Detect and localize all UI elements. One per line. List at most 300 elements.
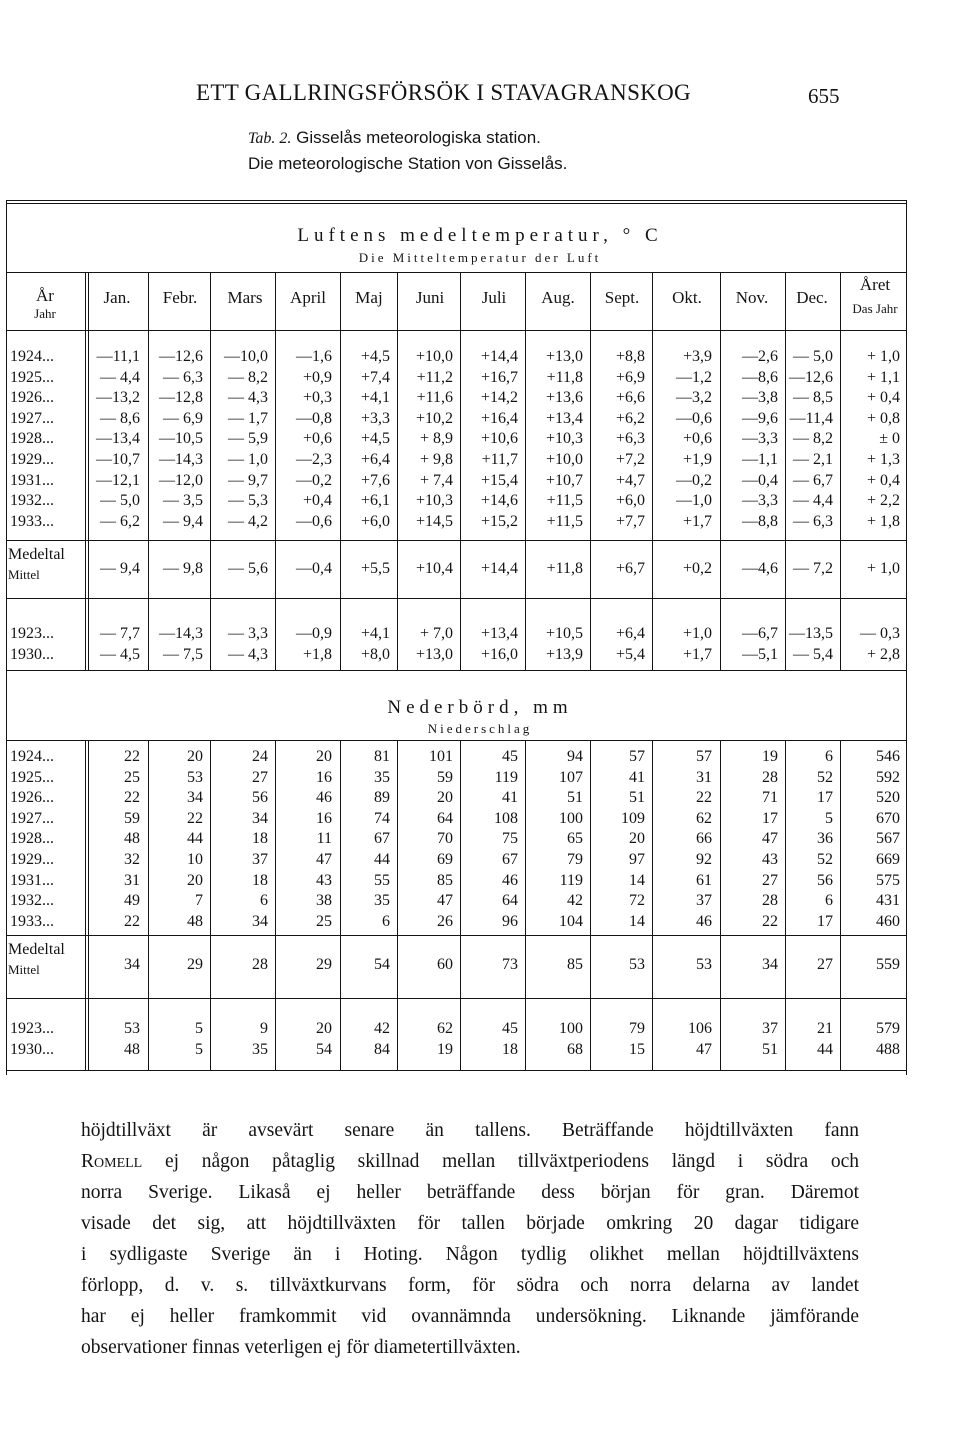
table-cell: 79 bbox=[567, 851, 583, 868]
mean-cell: +10,4 bbox=[415, 560, 453, 577]
month-header-8: Sept. bbox=[604, 288, 640, 307]
table-cell: 34 bbox=[252, 912, 268, 930]
mean-cell: —0,4 bbox=[296, 560, 332, 577]
precip-mean-cell: 53 bbox=[696, 956, 712, 973]
table-cell: 22 bbox=[762, 912, 778, 930]
col-divider bbox=[275, 540, 276, 598]
mean-cell: — 9,4 bbox=[100, 560, 140, 577]
table-cell: —14,3 bbox=[159, 451, 203, 468]
table-cell: 47 bbox=[762, 830, 778, 848]
table-cell: 17 bbox=[762, 809, 778, 827]
table-cell: +8,0 bbox=[360, 645, 390, 663]
col-divider bbox=[720, 998, 721, 1070]
table-cell: —1,6 bbox=[296, 348, 332, 365]
col-divider bbox=[148, 998, 149, 1070]
table-cell: + 7,0 bbox=[419, 625, 453, 642]
precip-mean-cell: 27 bbox=[817, 956, 833, 973]
author-name: Romell bbox=[81, 1151, 143, 1172]
table-cell: 6 bbox=[382, 912, 390, 930]
table-cell: 20 bbox=[316, 748, 332, 765]
table-cell: + 1,0 bbox=[866, 348, 900, 365]
precip-mean-cell: 54 bbox=[374, 956, 390, 973]
table-cell: 119 bbox=[559, 871, 583, 889]
table-cell: 20 bbox=[187, 748, 203, 765]
table-number: Tab. 2. bbox=[248, 130, 292, 147]
col-divider bbox=[840, 998, 841, 1070]
table-cell: —0,2 bbox=[676, 471, 712, 489]
table-cell: 520 bbox=[876, 789, 900, 807]
col-divider-year-2 bbox=[88, 935, 89, 998]
table-cell: 75 bbox=[502, 830, 518, 848]
table-cell: 37 bbox=[252, 851, 268, 868]
body-text-line: observationer finnas veterligen ej för diametertillväxten. bbox=[81, 1337, 521, 1358]
table-cell: 47 bbox=[696, 1040, 712, 1058]
table-cell: 45 bbox=[502, 1020, 518, 1037]
table-cell: 59 bbox=[124, 809, 140, 827]
col-divider bbox=[148, 740, 149, 935]
mean-label-sv: Medeltal bbox=[8, 546, 65, 563]
table-cell: 81 bbox=[374, 748, 390, 765]
table-cell: +1,7 bbox=[682, 645, 712, 663]
table-cell: +1,8 bbox=[302, 645, 332, 663]
table-cell: 101 bbox=[429, 748, 453, 765]
col-divider-year-2 bbox=[88, 998, 89, 1070]
row-year-label: 1927... bbox=[10, 409, 54, 427]
col-divider bbox=[210, 935, 211, 998]
table-cell: +6,2 bbox=[615, 409, 645, 427]
table-cell: + 1,3 bbox=[866, 451, 900, 468]
table-cell: 36 bbox=[817, 830, 833, 848]
table-cell: 460 bbox=[876, 912, 900, 930]
table-cell: —11,1 bbox=[96, 348, 140, 365]
col-divider-year-2 bbox=[88, 598, 89, 670]
table-cell: 18 bbox=[252, 871, 268, 889]
table-cell: +0,4 bbox=[302, 492, 332, 510]
col-divider-year bbox=[85, 540, 86, 598]
col-divider-year-2 bbox=[88, 740, 89, 935]
month-header-9: Okt. bbox=[672, 288, 702, 307]
table-cell: 92 bbox=[696, 851, 712, 868]
row-year-label: 1925... bbox=[10, 368, 54, 386]
row-year-label: 1925... bbox=[10, 768, 54, 786]
table-cell: 16 bbox=[316, 768, 332, 786]
table-cell: — 6,3 bbox=[793, 512, 833, 530]
table-cell: 57 bbox=[629, 748, 645, 765]
table-cell: 96 bbox=[502, 912, 518, 930]
precipitation-top-rule bbox=[6, 740, 906, 741]
table-cell: — 5,9 bbox=[228, 430, 268, 448]
col-divider bbox=[590, 998, 591, 1070]
table-cell: 22 bbox=[124, 912, 140, 930]
table-cell: — 3,5 bbox=[163, 492, 203, 510]
table-cell: 68 bbox=[567, 1040, 583, 1058]
table-cell: 56 bbox=[817, 871, 833, 889]
mean-cell: —4,6 bbox=[742, 560, 778, 577]
table-cell: —0,8 bbox=[296, 409, 332, 427]
table-cell: 669 bbox=[876, 851, 900, 868]
table-cell: — 5,3 bbox=[228, 492, 268, 510]
table-cell: +15,2 bbox=[480, 512, 518, 530]
table-cell: —8,6 bbox=[742, 368, 778, 386]
table-cell: —10,5 bbox=[159, 430, 203, 448]
year-header-de: Jahr bbox=[34, 306, 56, 321]
table-cell: 488 bbox=[876, 1040, 900, 1058]
table-cell: +10,3 bbox=[545, 430, 583, 448]
table-cell: 47 bbox=[316, 851, 332, 868]
precip-mean-cell: 559 bbox=[876, 956, 900, 973]
table-cell: 106 bbox=[688, 1020, 712, 1037]
row-year-label: 1933... bbox=[10, 912, 54, 930]
annual-header: Året bbox=[859, 275, 891, 294]
table-cell: —13,5 bbox=[789, 625, 833, 642]
table-cell: +7,6 bbox=[360, 471, 390, 489]
row-year-label: 1931... bbox=[10, 471, 54, 489]
table-cell: —1,1 bbox=[742, 451, 778, 468]
table-cell: 28 bbox=[762, 768, 778, 786]
col-divider bbox=[148, 935, 149, 998]
col-divider bbox=[460, 740, 461, 935]
col-divider bbox=[785, 598, 786, 670]
precip-mean-cell: 73 bbox=[502, 956, 518, 973]
table-cell: 31 bbox=[124, 871, 140, 889]
row-year-label: 1932... bbox=[10, 492, 54, 510]
precip-mean-label bbox=[8, 940, 65, 980]
table-cell: 67 bbox=[374, 830, 390, 848]
col-divider bbox=[525, 740, 526, 935]
mean-cell: — 9,8 bbox=[163, 560, 203, 577]
table-cell: +7,2 bbox=[615, 451, 645, 468]
col-divider bbox=[720, 598, 721, 670]
mean-cell: — 5,6 bbox=[228, 560, 268, 577]
table-cell: — 6,9 bbox=[163, 409, 203, 427]
table-cell: ± 0 bbox=[879, 430, 900, 448]
month-header-6: Juli bbox=[481, 288, 507, 307]
table-cell: 22 bbox=[696, 789, 712, 807]
table-cell: — 4,3 bbox=[228, 389, 268, 407]
table-cell: 89 bbox=[374, 789, 390, 807]
table-cell: +10,0 bbox=[415, 348, 453, 365]
col-divider bbox=[397, 998, 398, 1070]
col-divider bbox=[397, 598, 398, 670]
col-divider bbox=[148, 540, 149, 598]
col-divider bbox=[460, 330, 461, 540]
table-cell: 59 bbox=[437, 768, 453, 786]
table-cell: 22 bbox=[124, 748, 140, 765]
precip-mean-cell: 34 bbox=[762, 956, 778, 973]
table-cell: 35 bbox=[374, 768, 390, 786]
col-divider bbox=[652, 598, 653, 670]
col-divider bbox=[720, 740, 721, 935]
table-cell: +10,0 bbox=[545, 451, 583, 468]
month-header-11: Dec. bbox=[796, 288, 828, 307]
mean-bottom-rule bbox=[6, 598, 906, 599]
table-cell: 18 bbox=[252, 830, 268, 848]
col-divider bbox=[652, 540, 653, 598]
table-cell: —3,3 bbox=[742, 430, 778, 448]
table-cell: +13,0 bbox=[545, 348, 583, 365]
table-cell: 67 bbox=[502, 851, 518, 868]
table-cell: 74 bbox=[374, 809, 390, 827]
table-cell: +10,2 bbox=[415, 409, 453, 427]
row-year-label: 1928... bbox=[10, 830, 54, 848]
table-cell: 84 bbox=[374, 1040, 390, 1058]
table-cell: 61 bbox=[696, 871, 712, 889]
table-cell: 107 bbox=[559, 768, 583, 786]
table-cell: 6 bbox=[260, 892, 268, 910]
table-cell: 6 bbox=[825, 748, 833, 765]
table-cell: 20 bbox=[437, 789, 453, 807]
col-divider bbox=[785, 935, 786, 998]
table-cell: —0,6 bbox=[296, 512, 332, 530]
table-cell: +6,0 bbox=[615, 492, 645, 510]
table-cell: —1,2 bbox=[676, 368, 712, 386]
table-cell: 546 bbox=[876, 748, 900, 765]
col-divider bbox=[720, 330, 721, 540]
table-cell: — 4,5 bbox=[100, 645, 140, 663]
col-divider bbox=[275, 740, 276, 935]
row-year-label: 1929... bbox=[10, 851, 54, 868]
row-year-label: 1924... bbox=[10, 348, 54, 365]
table-cell: 44 bbox=[817, 1040, 833, 1058]
table-cell: 43 bbox=[316, 871, 332, 889]
table-cell: +1,7 bbox=[682, 512, 712, 530]
table-cell: — 4,3 bbox=[228, 645, 268, 663]
table-cell: 94 bbox=[567, 748, 583, 765]
row-year-label: 1930... bbox=[10, 645, 54, 663]
mean-cell: +5,5 bbox=[360, 560, 390, 577]
col-divider bbox=[210, 330, 211, 540]
table-cell: + 0,8 bbox=[866, 409, 900, 427]
table-cell: +4,5 bbox=[360, 430, 390, 448]
month-header-1: Febr. bbox=[162, 288, 198, 307]
table-cell: — 0,3 bbox=[860, 625, 900, 642]
table-cell: 27 bbox=[762, 871, 778, 889]
table-cell: +0,3 bbox=[302, 389, 332, 407]
table-cell: + 1,8 bbox=[866, 512, 900, 530]
table-cell: — 5,0 bbox=[100, 492, 140, 510]
table-cell: +13,0 bbox=[415, 645, 453, 663]
table-cell: + 2,2 bbox=[866, 492, 900, 510]
row-year-label: 1923... bbox=[10, 625, 54, 642]
temperature-bottom-rule bbox=[6, 670, 906, 671]
table-cell: +11,7 bbox=[481, 451, 518, 468]
table-cell: 108 bbox=[494, 809, 518, 827]
temperature-title: Luftens medeltemperatur, ° C bbox=[297, 225, 663, 246]
month-header-5: Juni bbox=[415, 288, 445, 307]
table-cell: —11,4 bbox=[789, 409, 833, 427]
col-divider bbox=[397, 740, 398, 935]
col-divider bbox=[652, 998, 653, 1070]
table-cell: — 3,3 bbox=[228, 625, 268, 642]
table-cell: —0,9 bbox=[296, 625, 332, 642]
table-cell: +16,7 bbox=[480, 368, 518, 386]
table-cell: 28 bbox=[762, 892, 778, 910]
header-bottom-rule bbox=[6, 330, 906, 331]
table-cell: —3,3 bbox=[742, 492, 778, 510]
table-cell: —8,8 bbox=[742, 512, 778, 530]
row-year-label: 1931... bbox=[10, 871, 54, 889]
table-cell: 64 bbox=[437, 809, 453, 827]
row-year-label: 1924... bbox=[10, 748, 54, 765]
table-cell: — 6,3 bbox=[163, 368, 203, 386]
caption-text-de: Die meteorologische Station von Gisselås. bbox=[248, 154, 568, 173]
table-cell: 100 bbox=[559, 1020, 583, 1037]
table-cell: 670 bbox=[876, 809, 900, 827]
table-cell: 575 bbox=[876, 871, 900, 889]
col-divider bbox=[397, 330, 398, 540]
table-cell: —0,6 bbox=[676, 409, 712, 427]
table-cell: +0,6 bbox=[682, 430, 712, 448]
table-cell: — 5,4 bbox=[793, 645, 833, 663]
table-cell: — 1,0 bbox=[228, 451, 268, 468]
precip-mean-top-rule bbox=[6, 935, 906, 936]
col-divider bbox=[460, 540, 461, 598]
row-year-label: 1928... bbox=[10, 430, 54, 448]
body-text-line: i sydligaste Sverige än i Hoting. Någon tydlig olikhet mellan höjdtillväxtens bbox=[81, 1244, 859, 1265]
table-cell: 62 bbox=[437, 1020, 453, 1037]
table-cell: —14,3 bbox=[159, 625, 203, 642]
table-cell: +13,4 bbox=[545, 409, 583, 427]
table-cell: +6,3 bbox=[615, 430, 645, 448]
table-cell: 15 bbox=[629, 1040, 645, 1058]
col-divider bbox=[210, 740, 211, 935]
table-cell: 85 bbox=[437, 871, 453, 889]
col-divider bbox=[340, 598, 341, 670]
table-cell: +1,9 bbox=[682, 451, 712, 468]
col-divider bbox=[340, 935, 341, 998]
table-cell: +6,6 bbox=[615, 389, 645, 407]
precip-mean-bottom-rule bbox=[6, 998, 906, 999]
col-divider bbox=[652, 935, 653, 998]
table-cell: +7,7 bbox=[615, 512, 645, 530]
col-divider bbox=[397, 935, 398, 998]
col-divider bbox=[210, 598, 211, 670]
col-divider bbox=[525, 540, 526, 598]
table-cell: 34 bbox=[187, 789, 203, 807]
table-cell: —6,7 bbox=[742, 625, 778, 642]
precip-mean-cell: 34 bbox=[124, 956, 140, 973]
table-cell: +6,4 bbox=[615, 625, 645, 642]
mean-cell: + 1,0 bbox=[866, 560, 900, 577]
table-cell: +11,8 bbox=[546, 368, 583, 386]
table-cell: 79 bbox=[629, 1020, 645, 1037]
col-divider bbox=[785, 540, 786, 598]
body-text bbox=[81, 1115, 859, 1363]
precip-mean-cell: 53 bbox=[629, 956, 645, 973]
caption-text-sv: Gisselås meteorologiska station. bbox=[296, 128, 541, 147]
table-cell: +5,4 bbox=[615, 645, 645, 663]
table-right-border bbox=[906, 200, 907, 1075]
table-cell: 21 bbox=[817, 1020, 833, 1037]
table-cell: 70 bbox=[437, 830, 453, 848]
table-cell: 51 bbox=[629, 789, 645, 807]
table-cell: 35 bbox=[252, 1040, 268, 1058]
table-cell: —3,2 bbox=[676, 389, 712, 407]
table-cell: — 7,5 bbox=[163, 645, 203, 663]
temperature-subtitle: Die Mitteltemperatur der Luft bbox=[358, 250, 602, 265]
table-cell: 22 bbox=[187, 809, 203, 827]
table-cell: 5 bbox=[195, 1020, 203, 1037]
table-cell: +6,1 bbox=[360, 492, 390, 510]
col-divider bbox=[590, 935, 591, 998]
month-header-7: Aug. bbox=[541, 288, 575, 307]
col-divider bbox=[840, 935, 841, 998]
precip-mean-cell: 29 bbox=[316, 956, 332, 973]
table-cell: —10,0 bbox=[224, 348, 268, 365]
col-divider bbox=[525, 598, 526, 670]
table-cell: —12,0 bbox=[159, 471, 203, 489]
row-year-label: 1933... bbox=[10, 512, 54, 530]
table-cell: 20 bbox=[316, 1020, 332, 1037]
precip-mean-cell: 60 bbox=[437, 956, 453, 973]
table-cell: 41 bbox=[502, 789, 518, 807]
table-cell: — 4,4 bbox=[793, 492, 833, 510]
col-divider bbox=[785, 740, 786, 935]
table-cell: 72 bbox=[629, 892, 645, 910]
table-cell: —12,1 bbox=[96, 471, 140, 489]
table-cell: 46 bbox=[502, 871, 518, 889]
body-text-line: har ej heller framkommit vid ovannämnda undersökning. Liknande jämförande bbox=[81, 1306, 859, 1327]
precip-mean-cell: 85 bbox=[567, 956, 583, 973]
col-divider bbox=[590, 598, 591, 670]
table-cell: —5,1 bbox=[742, 645, 778, 663]
table-cell: 45 bbox=[502, 748, 518, 765]
col-divider-year bbox=[85, 598, 86, 670]
table-cell: +8,8 bbox=[615, 348, 645, 365]
table-cell: — 4,2 bbox=[228, 512, 268, 530]
col-divider bbox=[460, 935, 461, 998]
body-text-line: höjdtillväxt är avsevärt senare än tallens. Beträffande höjdtillväxten fann bbox=[81, 1120, 859, 1141]
table-cell: 42 bbox=[567, 892, 583, 910]
table-cell: 43 bbox=[762, 851, 778, 868]
table-cell: 46 bbox=[316, 789, 332, 807]
month-header-2: Mars bbox=[227, 288, 263, 307]
table-cell: 55 bbox=[374, 871, 390, 889]
table-cell: +0,9 bbox=[302, 368, 332, 386]
table-cell: 19 bbox=[437, 1040, 453, 1058]
table-cell: +16,4 bbox=[480, 409, 518, 427]
table-cell: +0,6 bbox=[302, 430, 332, 448]
table-cell: —12,6 bbox=[159, 348, 203, 365]
table-cell: 16 bbox=[316, 809, 332, 827]
table-cell: +7,4 bbox=[360, 368, 390, 386]
table-cell: 567 bbox=[876, 830, 900, 848]
year-header: År bbox=[36, 286, 54, 305]
table-cell: 20 bbox=[629, 830, 645, 848]
table-cell: —13,2 bbox=[96, 389, 140, 407]
table-cell: +11,6 bbox=[416, 389, 453, 407]
table-cell: —2,6 bbox=[742, 348, 778, 365]
table-cell: 24 bbox=[252, 748, 268, 765]
table-cell: 5 bbox=[195, 1040, 203, 1058]
table-cell: +11,5 bbox=[546, 512, 583, 530]
table-cell: +15,4 bbox=[480, 471, 518, 489]
col-divider bbox=[840, 740, 841, 935]
table-cell: 35 bbox=[374, 892, 390, 910]
table-cell: 19 bbox=[762, 748, 778, 765]
table-cell: + 9,8 bbox=[419, 451, 453, 468]
table-cell: —0,4 bbox=[742, 471, 778, 489]
precip-mean-label-de: Mittel bbox=[8, 962, 40, 977]
table-cell: 52 bbox=[817, 851, 833, 868]
table-cell: 27 bbox=[252, 768, 268, 786]
table-cell: +4,1 bbox=[360, 625, 390, 642]
mean-cell: +0,2 bbox=[682, 560, 712, 577]
table-cell: +4,1 bbox=[360, 389, 390, 407]
table-cell: —9,6 bbox=[742, 409, 778, 427]
table-cell: 18 bbox=[502, 1040, 518, 1058]
table-cell: —12,6 bbox=[789, 368, 833, 386]
